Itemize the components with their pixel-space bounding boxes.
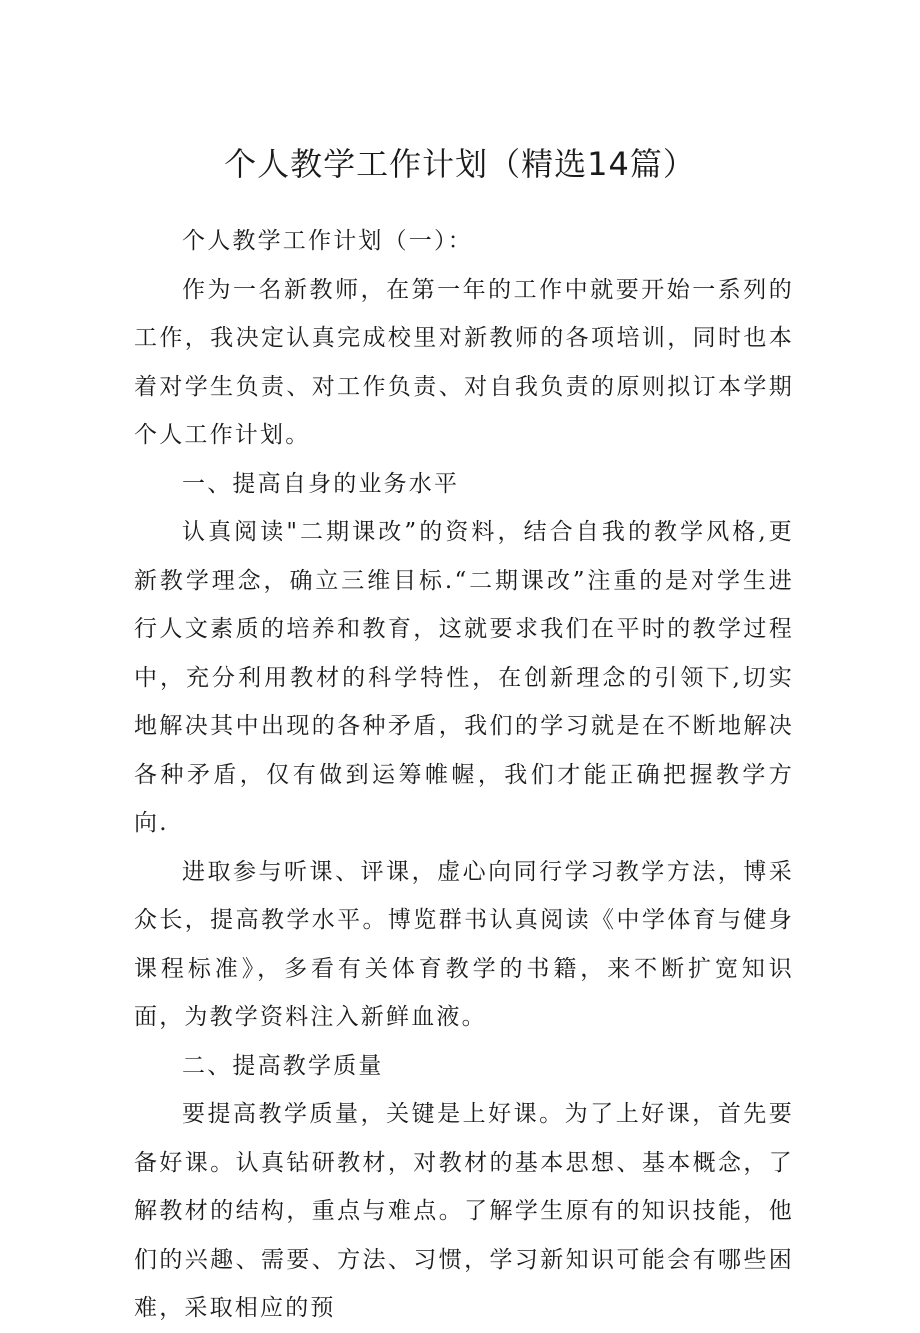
paragraph-curriculum-reform: 认真阅读"二期课改”的资料，结合自我的教学风格,更新教学理念，确立三维目标.“二期课改”注重的是对学生进行人文素质的培养和教育，这就要求我们在平时的教学过程中，充分利用教材的科学特性，在创新理念的引领下,切实地解决其中出现的各种矛盾，我们的学习就是在不断地解决各种矛盾，仅有做到运筹帷幄，我们才能正确把握教学方向. xyxy=(134,519,794,836)
paragraph-intro: 作为一名新教师，在第一年的工作中就要开始一系列的工作，我决定认真完成校里对新教师的各项培训，同时也本着对学生负责、对工作负责、对自我负责的原则拟订本学期个人工作计划。 xyxy=(134,276,794,448)
paragraph-teaching-quality: 要提高教学质量，关键是上好课。为了上好课，首先要备好课。认真钻研教材，对教材的基本思想、基本概念，了解教材的结构，重点与难点。了解学生原有的知识技能，他们的兴趣、需要、方法、习惯，学习新知识可能会有哪些困难，采取相应的预 xyxy=(134,1101,794,1321)
section-heading-teaching-quality: 二、提高教学质量 xyxy=(182,1052,384,1079)
section-heading-improve-skills: 一、提高自身的业务水平 xyxy=(182,470,460,497)
document-body xyxy=(134,217,794,1333)
document-title: 个人教学工作计划（精选14篇） xyxy=(224,145,696,183)
paragraph-lesson-observation: 进取参与听课、评课，虚心向同行学习教学方法，博采众长，提高教学水平。博览群书认真阅读《中学体育与健身课程标准》，多看有关体育教学的书籍，来不断扩宽知识面，为教学资料注入新鲜血液。 xyxy=(134,858,794,1030)
section-heading-plan-one: 个人教学工作计划（一）： xyxy=(182,228,473,254)
